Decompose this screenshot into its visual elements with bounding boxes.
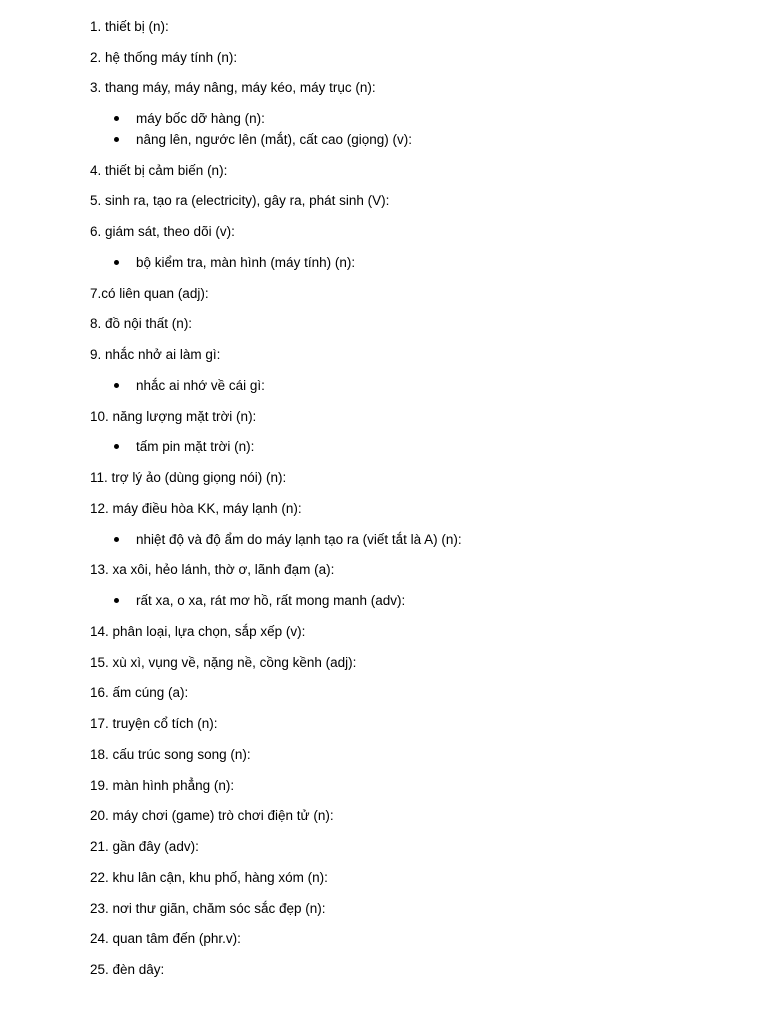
bullet-icon: [114, 444, 119, 449]
bullet-icon: [114, 137, 119, 142]
list-item: 7.có liên quan (adj):: [90, 286, 209, 301]
list-item: 25. đèn dây:: [90, 962, 165, 977]
list-item: 21. gần đây (adv):: [90, 839, 199, 854]
bullet-icon: [114, 116, 119, 121]
list-item: 18. cấu trúc song song (n):: [90, 747, 251, 762]
list-item: 12. máy điều hòa KK, máy lạnh (n):: [90, 501, 302, 516]
list-item: 23. nơi thư giãn, chăm sóc sắc đẹp (n):: [90, 901, 326, 916]
list-item: 19. màn hình phẳng (n):: [90, 778, 235, 793]
list-item: 15. xù xì, vụng về, nặng nề, cồng kềnh (adj):: [90, 655, 357, 670]
list-item: 2. hệ thống máy tính (n):: [90, 50, 238, 65]
list-item: 3. thang máy, máy nâng, máy kéo, máy trục (n):: [90, 80, 376, 95]
list-item: 1. thiết bị (n):: [90, 19, 169, 34]
list-item: 8. đồ nội thất (n):: [90, 316, 193, 331]
bullet-icon: [114, 383, 119, 388]
list-item: 22. khu lân cận, khu phố, hàng xóm (n):: [90, 870, 328, 885]
list-item: 20. máy chơi (game) trò chơi điện tử (n):: [90, 808, 334, 823]
list-item: 16. ấm cúng (a):: [90, 685, 189, 700]
list-item: 17. truyện cổ tích (n):: [90, 716, 218, 731]
list-item: 9. nhắc nhở ai làm gì:: [90, 347, 221, 362]
list-item: 11. trợ lý ảo (dùng giọng nói) (n):: [90, 470, 287, 485]
list-item: 4. thiết bị cảm biến (n):: [90, 163, 228, 178]
bullet-icon: [114, 537, 119, 542]
bullet-icon: [114, 260, 119, 265]
list-item: 6. giám sát, theo dõi (v):: [90, 224, 235, 239]
list-item: 24. quan tâm đến (phr.v):: [90, 931, 241, 946]
list-item: 5. sinh ra, tạo ra (electricity), gây ra, phát sinh (V):: [90, 193, 390, 208]
list-item: 10. năng lượng mặt trời (n):: [90, 409, 257, 424]
bullet-icon: [114, 598, 119, 603]
document-page: 1. thiết bị (n): 2. hệ thống máy tính (n): 3. thang máy, máy nâng, máy kéo, máy trục (n): máy bốc dỡ hàng (n): nâng lên, ngước lên (mắt), cất cao (giọng) (v): 4. thiết bị cảm biến (n): 5. sinh ra, tạo ra (electricity), gây ra, phát sinh (V): 6. giám sát, theo dõi (v): bộ kiểm tra, màn hình (máy tính) (n): 7.có liên quan (adj): 8. đồ nội thất (n): 9. nhắc nhở ai làm gì: nhắc ai nhớ về cái gì: 10. năng lượng mặt trời (n): tấm pin mặt trời (n): 11. trợ lý ảo (dùng giọng nói) (n): 12. máy điều hòa KK, máy lạnh (n): nhiệt độ và độ ẩm do máy lạnh tạo ra (viết tắt là A) (n): 13. xa xôi, hẻo lánh, thờ ơ, lãnh đạm (a): rất xa, o xa, rát mơ hồ, rất mong manh (adv): 14. phân loại, lựa chọn, sắp xếp (v): 15. xù xì, vụng về, nặng nề, cồng kềnh (adj): 16. ấm cúng (a): 17. truyện cổ tích (n): 18. cấu trúc song song (n): 19. màn hình phẳng (n): 20. máy chơi (game) trò chơi điện tử (n): 21. gần đây (adv): 22. khu lân cận, khu phố, hàng xóm (n): 23. nơi thư giãn, chăm sóc sắc đẹp (n): 24. quan tâm đến (phr.v): 25. đèn dây:: [90, 19, 462, 977]
list-item: 13. xa xôi, hẻo lánh, thờ ơ, lãnh đạm (a):: [90, 562, 335, 577]
list-item: 14. phân loại, lựa chọn, sắp xếp (v):: [90, 624, 306, 639]
